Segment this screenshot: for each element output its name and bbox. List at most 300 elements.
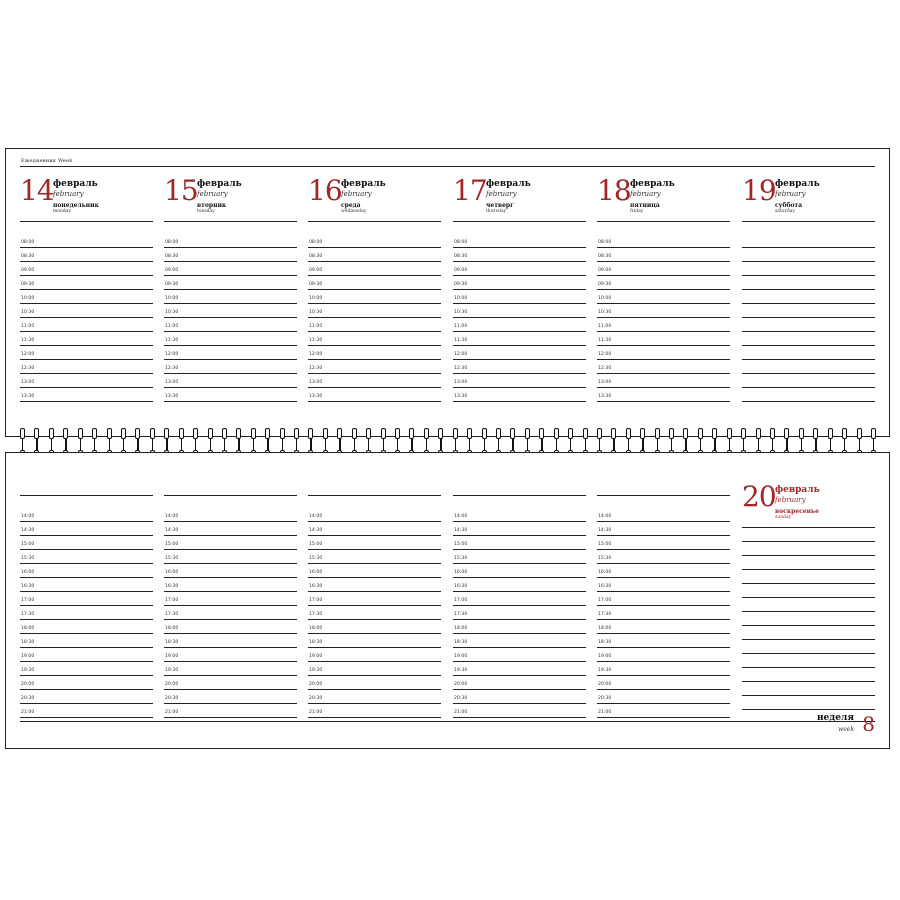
time-slot-line[interactable] [20, 522, 153, 536]
day-number: 19 [742, 174, 776, 207]
time-slot-line[interactable] [453, 290, 586, 304]
day-column-monday [20, 175, 153, 402]
day-header [453, 175, 586, 222]
time-slot-line[interactable] [597, 388, 730, 402]
time-slot-line[interactable] [308, 648, 441, 662]
time-slot-line[interactable] [20, 536, 153, 550]
time-label: 11:00 [21, 324, 35, 329]
time-label: 18:00 [165, 626, 179, 631]
time-slot-line[interactable] [597, 332, 730, 346]
day-header [597, 175, 730, 222]
time-slot-line[interactable] [20, 648, 153, 662]
day-header [308, 175, 441, 222]
time-slot-line[interactable] [308, 522, 441, 536]
time-label: 11:00 [454, 324, 468, 329]
time-slot-line[interactable] [308, 606, 441, 620]
header-gap [453, 222, 586, 234]
time-label: 17:30 [165, 612, 179, 617]
time-slot-line[interactable] [453, 508, 586, 522]
time-label: 13:30 [598, 394, 612, 399]
day-column-thursday [453, 175, 586, 402]
time-slot-line[interactable] [308, 262, 441, 276]
time-slot-line[interactable] [453, 648, 586, 662]
header-rule [20, 166, 875, 167]
time-slot-line[interactable] [308, 304, 441, 318]
time-slot-line[interactable] [308, 690, 441, 704]
column-pad [453, 496, 586, 508]
time-label: 19:00 [21, 654, 35, 659]
time-label: 20:00 [165, 682, 179, 687]
month-ru: февраль [53, 179, 98, 189]
time-slot-line[interactable] [164, 360, 297, 374]
time-slot-line[interactable] [308, 662, 441, 676]
time-label: 17:30 [454, 612, 468, 617]
time-slots [453, 508, 586, 718]
time-slot-line[interactable] [597, 676, 730, 690]
time-slot-line[interactable] [597, 634, 730, 648]
time-slot-line[interactable] [164, 262, 297, 276]
time-label: 19:30 [309, 668, 323, 673]
time-slots [597, 234, 730, 402]
time-slot-line[interactable] [308, 332, 441, 346]
time-slot-line[interactable] [308, 290, 441, 304]
time-slot-line[interactable] [597, 304, 730, 318]
time-label: 20:30 [454, 696, 468, 701]
time-slot-line[interactable] [20, 304, 153, 318]
time-slot-line[interactable] [308, 508, 441, 522]
time-slot-line[interactable] [597, 662, 730, 676]
time-slot-line[interactable] [308, 536, 441, 550]
time-label: 21:00 [454, 710, 468, 715]
time-label: 09:30 [21, 282, 35, 287]
time-slot-line[interactable] [308, 550, 441, 564]
time-slot-line[interactable] [20, 662, 153, 676]
time-label: 21:00 [21, 710, 35, 715]
time-slot-line[interactable] [742, 346, 875, 360]
month-en: february [486, 190, 517, 198]
time-slot-line[interactable] [453, 564, 586, 578]
time-slot-line[interactable] [308, 676, 441, 690]
time-slot-line[interactable] [164, 620, 297, 634]
time-slot-line[interactable] [164, 606, 297, 620]
time-slot-line[interactable] [20, 234, 153, 248]
day-number: 18 [597, 174, 631, 207]
time-label: 16:30 [21, 584, 35, 589]
time-slot-line[interactable] [453, 346, 586, 360]
month-en: february [53, 190, 84, 198]
time-label: 08:00 [454, 240, 468, 245]
time-slot-line[interactable] [164, 346, 297, 360]
time-slot-line[interactable] [453, 704, 586, 718]
column-pad [164, 496, 297, 508]
time-label: 15:30 [21, 556, 35, 561]
time-label: 12:00 [165, 352, 179, 357]
time-slot-line[interactable] [597, 648, 730, 662]
time-label: 21:00 [309, 710, 323, 715]
time-slot-line[interactable] [20, 620, 153, 634]
time-slot-line[interactable] [164, 388, 297, 402]
time-label: 12:30 [454, 366, 468, 371]
time-label: 10:00 [454, 296, 468, 301]
time-slot-line[interactable] [164, 508, 297, 522]
time-slot-line[interactable] [597, 592, 730, 606]
time-slot-line[interactable] [164, 276, 297, 290]
time-slot-line[interactable] [308, 360, 441, 374]
time-slot-line[interactable] [597, 620, 730, 634]
time-label: 13:00 [309, 380, 323, 385]
time-slot-line[interactable] [20, 374, 153, 388]
header-gap [20, 222, 153, 234]
time-slot-line[interactable] [164, 592, 297, 606]
week-label-en: week [838, 726, 854, 733]
weekday-en: monday [53, 209, 71, 214]
time-label: 18:30 [309, 640, 323, 645]
time-slot-line[interactable] [597, 276, 730, 290]
time-slot-line[interactable] [20, 508, 153, 522]
time-slot-line[interactable] [453, 522, 586, 536]
time-label: 18:00 [21, 626, 35, 631]
time-slot-line[interactable] [164, 662, 297, 676]
time-label: 19:00 [309, 654, 323, 659]
time-slot-line[interactable] [308, 276, 441, 290]
day-number: 16 [308, 174, 342, 207]
time-label: 20:30 [309, 696, 323, 701]
time-label: 16:30 [165, 584, 179, 589]
time-slot-line[interactable] [597, 508, 730, 522]
time-slot-line[interactable] [742, 542, 875, 556]
time-label: 09:30 [309, 282, 323, 287]
time-slot-line[interactable] [742, 374, 875, 388]
time-label: 17:00 [309, 598, 323, 603]
time-label: 14:00 [165, 514, 179, 519]
time-label: 12:00 [454, 352, 468, 357]
time-label: 16:00 [454, 570, 468, 575]
time-slot-line[interactable] [742, 682, 875, 696]
time-label: 12:00 [598, 352, 612, 357]
month-ru: февраль [630, 179, 675, 189]
time-label: 12:30 [598, 366, 612, 371]
time-label: 17:30 [309, 612, 323, 617]
time-slot-line[interactable] [20, 704, 153, 718]
time-slot-line[interactable] [20, 550, 153, 564]
time-label: 10:00 [21, 296, 35, 301]
time-slot-line[interactable] [20, 606, 153, 620]
day-column-friday-evening [597, 495, 730, 718]
time-slots [453, 234, 586, 402]
time-slot-line[interactable] [597, 550, 730, 564]
time-slot-line[interactable] [308, 234, 441, 248]
time-slot-line[interactable] [597, 248, 730, 262]
day-number: 15 [164, 174, 198, 207]
time-slot-line[interactable] [164, 634, 297, 648]
time-label: 13:00 [21, 380, 35, 385]
weekday-ru: понедельник [53, 202, 99, 209]
time-slots [20, 508, 153, 718]
time-slot-line[interactable] [453, 620, 586, 634]
time-slot-line[interactable] [597, 578, 730, 592]
time-slot-line[interactable] [20, 332, 153, 346]
time-label: 10:30 [165, 310, 179, 315]
time-label: 19:00 [598, 654, 612, 659]
time-slot-line[interactable] [453, 634, 586, 648]
header-gap [164, 222, 297, 234]
time-slot-line[interactable] [742, 654, 875, 668]
day-header [742, 175, 875, 222]
time-label: 10:00 [165, 296, 179, 301]
time-slot-line[interactable] [453, 332, 586, 346]
time-slot-line[interactable] [742, 276, 875, 290]
time-slot-line[interactable] [597, 522, 730, 536]
day-number: 20 [742, 480, 776, 513]
time-slot-line[interactable] [742, 318, 875, 332]
time-slot-line[interactable] [453, 578, 586, 592]
time-slot-line[interactable] [597, 318, 730, 332]
time-slots [164, 234, 297, 402]
time-slot-line[interactable] [453, 234, 586, 248]
time-slot-line[interactable] [742, 332, 875, 346]
time-slot-line[interactable] [164, 536, 297, 550]
time-label: 08:30 [165, 254, 179, 259]
header-gap [308, 222, 441, 234]
time-slot-line[interactable] [453, 606, 586, 620]
time-slot-line[interactable] [308, 578, 441, 592]
month-en: february [197, 190, 228, 198]
day-number: 14 [20, 174, 54, 207]
time-label: 15:30 [165, 556, 179, 561]
time-slot-line[interactable] [164, 578, 297, 592]
time-slot-line[interactable] [742, 668, 875, 682]
time-slot-line[interactable] [308, 564, 441, 578]
time-slot-line[interactable] [453, 248, 586, 262]
time-slot-line[interactable] [742, 290, 875, 304]
time-slot-line[interactable] [308, 388, 441, 402]
time-slot-line[interactable] [453, 388, 586, 402]
weekday-en: thursday [486, 209, 507, 214]
time-slot-line[interactable] [20, 360, 153, 374]
time-slot-line[interactable] [742, 598, 875, 612]
time-slot-line[interactable] [20, 578, 153, 592]
time-slot-line[interactable] [164, 564, 297, 578]
time-slot-line[interactable] [742, 556, 875, 570]
day-header [164, 175, 297, 222]
time-slot-line[interactable] [742, 360, 875, 374]
time-slot-line[interactable] [742, 570, 875, 584]
time-slot-line[interactable] [597, 262, 730, 276]
time-slot-line[interactable] [308, 634, 441, 648]
time-label: 14:00 [598, 514, 612, 519]
time-slots [20, 234, 153, 402]
time-label: 13:30 [454, 394, 468, 399]
time-label: 20:30 [165, 696, 179, 701]
time-label: 17:00 [21, 598, 35, 603]
time-slot-line[interactable] [308, 374, 441, 388]
weekday-en: sunday [775, 515, 792, 520]
time-label: 20:30 [21, 696, 35, 701]
time-slot-line[interactable] [742, 234, 875, 248]
time-slots [308, 234, 441, 402]
time-slot-line[interactable] [742, 528, 875, 542]
time-slot-line[interactable] [20, 564, 153, 578]
time-slot-line[interactable] [742, 584, 875, 598]
time-label: 11:30 [454, 338, 468, 343]
time-slot-line[interactable] [597, 234, 730, 248]
time-slot-line[interactable] [597, 290, 730, 304]
time-label: 15:30 [309, 556, 323, 561]
time-label: 11:00 [165, 324, 179, 329]
time-label: 18:30 [21, 640, 35, 645]
time-label: 10:30 [21, 310, 35, 315]
time-label: 08:30 [309, 254, 323, 259]
time-slot-line[interactable] [742, 388, 875, 402]
time-label: 09:00 [454, 268, 468, 273]
time-slot-line[interactable] [20, 290, 153, 304]
time-label: 17:30 [598, 612, 612, 617]
day-column-monday-evening [20, 495, 153, 718]
time-slot-line[interactable] [453, 304, 586, 318]
time-label: 13:30 [21, 394, 35, 399]
time-slot-line[interactable] [164, 248, 297, 262]
time-slot-line[interactable] [164, 374, 297, 388]
time-slot-line[interactable] [597, 360, 730, 374]
time-label: 16:00 [309, 570, 323, 575]
time-slot-line[interactable] [164, 318, 297, 332]
time-slot-line[interactable] [453, 374, 586, 388]
time-slot-line[interactable] [742, 262, 875, 276]
day-column-wednesday-evening [308, 495, 441, 718]
time-slot-line[interactable] [597, 606, 730, 620]
time-label: 08:30 [598, 254, 612, 259]
time-slot-line[interactable] [20, 634, 153, 648]
time-label: 19:30 [598, 668, 612, 673]
time-slot-line[interactable] [308, 248, 441, 262]
time-slot-line[interactable] [20, 346, 153, 360]
time-slot-line[interactable] [308, 620, 441, 634]
time-label: 13:00 [454, 380, 468, 385]
time-slot-line[interactable] [20, 592, 153, 606]
time-slot-line[interactable] [453, 360, 586, 374]
time-slot-line[interactable] [164, 648, 297, 662]
weekday-ru: пятница [630, 202, 660, 209]
time-label: 20:30 [598, 696, 612, 701]
time-slot-line[interactable] [453, 592, 586, 606]
header-gap [742, 222, 875, 234]
time-slot-line[interactable] [597, 690, 730, 704]
time-slot-line[interactable] [597, 374, 730, 388]
column-pad [597, 496, 730, 508]
time-slot-line[interactable] [164, 304, 297, 318]
time-label: 10:00 [598, 296, 612, 301]
time-slot-line[interactable] [308, 318, 441, 332]
time-slot-line[interactable] [597, 346, 730, 360]
time-label: 10:30 [454, 310, 468, 315]
time-label: 20:00 [21, 682, 35, 687]
time-label: 12:30 [309, 366, 323, 371]
day-column-wednesday [308, 175, 441, 402]
time-slot-line[interactable] [453, 318, 586, 332]
time-label: 11:30 [598, 338, 612, 343]
time-slot-line[interactable] [742, 640, 875, 654]
month-ru: февраль [197, 179, 242, 189]
time-label: 08:00 [165, 240, 179, 245]
time-slot-line[interactable] [597, 704, 730, 718]
time-label: 15:00 [309, 542, 323, 547]
time-label: 14:30 [165, 528, 179, 533]
time-slot-line[interactable] [742, 696, 875, 710]
day-column-tuesday-evening [164, 495, 297, 718]
time-slot-line[interactable] [164, 550, 297, 564]
time-label: 19:00 [454, 654, 468, 659]
time-label: 18:30 [598, 640, 612, 645]
time-label: 08:00 [598, 240, 612, 245]
time-slot-line[interactable] [164, 332, 297, 346]
time-label: 20:00 [454, 682, 468, 687]
time-slot-line[interactable] [742, 248, 875, 262]
time-label: 16:00 [21, 570, 35, 575]
time-slot-line[interactable] [164, 690, 297, 704]
time-slot-line[interactable] [164, 290, 297, 304]
time-slot-line[interactable] [308, 592, 441, 606]
time-slot-line[interactable] [164, 676, 297, 690]
time-label: 11:00 [598, 324, 612, 329]
time-slot-line[interactable] [164, 234, 297, 248]
weekday-ru: четверг [486, 202, 514, 209]
time-slot-line[interactable] [164, 704, 297, 718]
time-slot-line[interactable] [597, 564, 730, 578]
time-slot-line[interactable] [308, 704, 441, 718]
time-slot-line[interactable] [20, 676, 153, 690]
time-slot-line[interactable] [453, 690, 586, 704]
day-number: 17 [453, 174, 487, 207]
time-label: 19:30 [21, 668, 35, 673]
time-slot-line[interactable] [20, 248, 153, 262]
month-en: february [630, 190, 661, 198]
time-slot-line[interactable] [164, 522, 297, 536]
time-label: 08:30 [21, 254, 35, 259]
time-label: 14:30 [598, 528, 612, 533]
time-slot-line[interactable] [453, 676, 586, 690]
time-label: 14:30 [309, 528, 323, 533]
time-slot-line[interactable] [453, 550, 586, 564]
time-slot-line[interactable] [20, 262, 153, 276]
time-slot-line[interactable] [453, 662, 586, 676]
time-label: 17:30 [21, 612, 35, 617]
day-column-sunday [742, 481, 875, 710]
footer-rule [20, 721, 875, 722]
time-slot-line[interactable] [453, 276, 586, 290]
time-slot-line[interactable] [742, 626, 875, 640]
time-slot-line[interactable] [597, 536, 730, 550]
time-slot-line[interactable] [742, 304, 875, 318]
time-label: 09:30 [165, 282, 179, 287]
time-slot-line[interactable] [308, 346, 441, 360]
brand-label: Ежедневник Week [21, 158, 73, 164]
month-ru: февраль [775, 179, 820, 189]
time-label: 20:00 [598, 682, 612, 687]
time-label: 18:30 [165, 640, 179, 645]
time-slot-line[interactable] [20, 388, 153, 402]
day-header [742, 481, 875, 528]
time-slot-line[interactable] [20, 276, 153, 290]
time-slot-line[interactable] [742, 612, 875, 626]
time-label: 13:00 [598, 380, 612, 385]
month-en: february [341, 190, 372, 198]
time-slot-line[interactable] [20, 318, 153, 332]
time-slot-line[interactable] [20, 690, 153, 704]
time-slot-line[interactable] [453, 536, 586, 550]
time-label: 21:00 [165, 710, 179, 715]
month-ru: февраль [341, 179, 386, 189]
time-slot-line[interactable] [453, 262, 586, 276]
